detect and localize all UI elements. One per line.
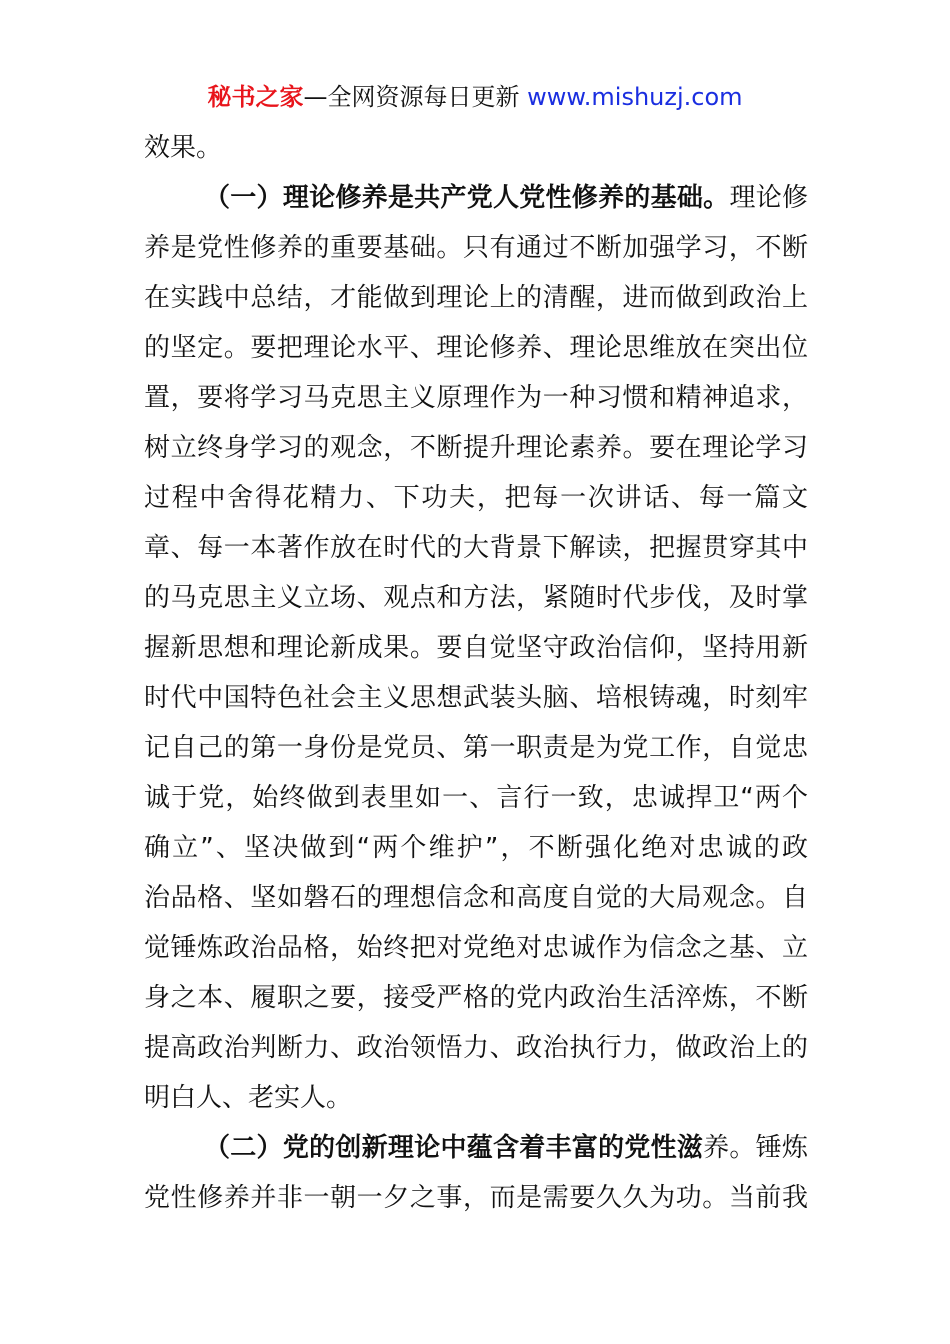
text-line: 置，要将学习马克思主义原理作为一种习惯和精神追求， — [144, 383, 808, 413]
text-line: 握新思想和理论新成果。要自觉坚守政治信仰，坚持用新 — [144, 633, 808, 663]
text-line: 在实践中总结，才能做到理论上的清醒，进而做到政治上 — [144, 283, 808, 313]
text-line: 身之本、履职之要，接受严格的党内政治生活淬炼，不断 — [144, 983, 808, 1013]
section-heading: （二）党的创新理论中蕴含着丰富的党性滋 — [204, 1133, 704, 1163]
text-line: 章、每一本著作放在时代的大背景下解读，把握贯穿其中 — [144, 533, 808, 563]
text-line: 效果。 — [144, 133, 223, 163]
text-line: 提高政治判断力、政治领悟力、政治执行力，做政治上的 — [144, 1033, 808, 1063]
text-line: 记自己的第一身份是党员、第一职责是为党工作，自觉忠 — [144, 733, 808, 763]
text-line: 树立终身学习的观念，不断提升理论素养。要在理论学习 — [144, 433, 808, 463]
site-slogan: —全网资源每日更新 — [303, 83, 528, 111]
text-line: 确立”、坚决做到“两个维护”，不断强化绝对忠诚的政 — [144, 833, 808, 863]
text-line: 养是党性修养的重要基础。只有通过不断加强学习，不断 — [144, 233, 808, 263]
section-heading: （一）理论修养是共产党人党性修养的基础。 — [204, 183, 730, 213]
text-line: 的马克思主义立场、观点和方法，紧随时代步伐，及时掌 — [144, 583, 808, 613]
text-line: 过程中舍得花精力、下功夫，把每一次讲话、每一篇文 — [144, 483, 808, 513]
document-body — [144, 123, 808, 1223]
site-url[interactable]: www.mishuzj.com — [527, 83, 743, 111]
section-heading-line: （二）党的创新理论中蕴含着丰富的党性滋养。锤炼 — [204, 1133, 808, 1163]
text-line: 明白人、老实人。 — [144, 1083, 353, 1113]
text-line: 党性修养并非一朝一夕之事，而是需要久久为功。当前我 — [144, 1183, 808, 1213]
text-line: 诚于党，始终做到表里如一、言行一致，忠诚捍卫“两个 — [144, 783, 808, 813]
text-line: 的坚定。要把理论水平、理论修养、理论思维放在突出位 — [144, 333, 808, 363]
site-brand: 秘书之家 — [207, 83, 304, 111]
text-line: 时代中国特色社会主义思想武装头脑、培根铸魂，时刻牢 — [144, 683, 808, 713]
section-heading-line: （一）理论修养是共产党人党性修养的基础。理论修 — [204, 183, 808, 213]
text-line: 治品格、坚如磐石的理想信念和高度自觉的大局观念。自 — [144, 883, 808, 913]
site-header — [0, 80, 950, 114]
text-line: 觉锤炼政治品格，始终把对党绝对忠诚作为信念之基、立 — [144, 933, 808, 963]
